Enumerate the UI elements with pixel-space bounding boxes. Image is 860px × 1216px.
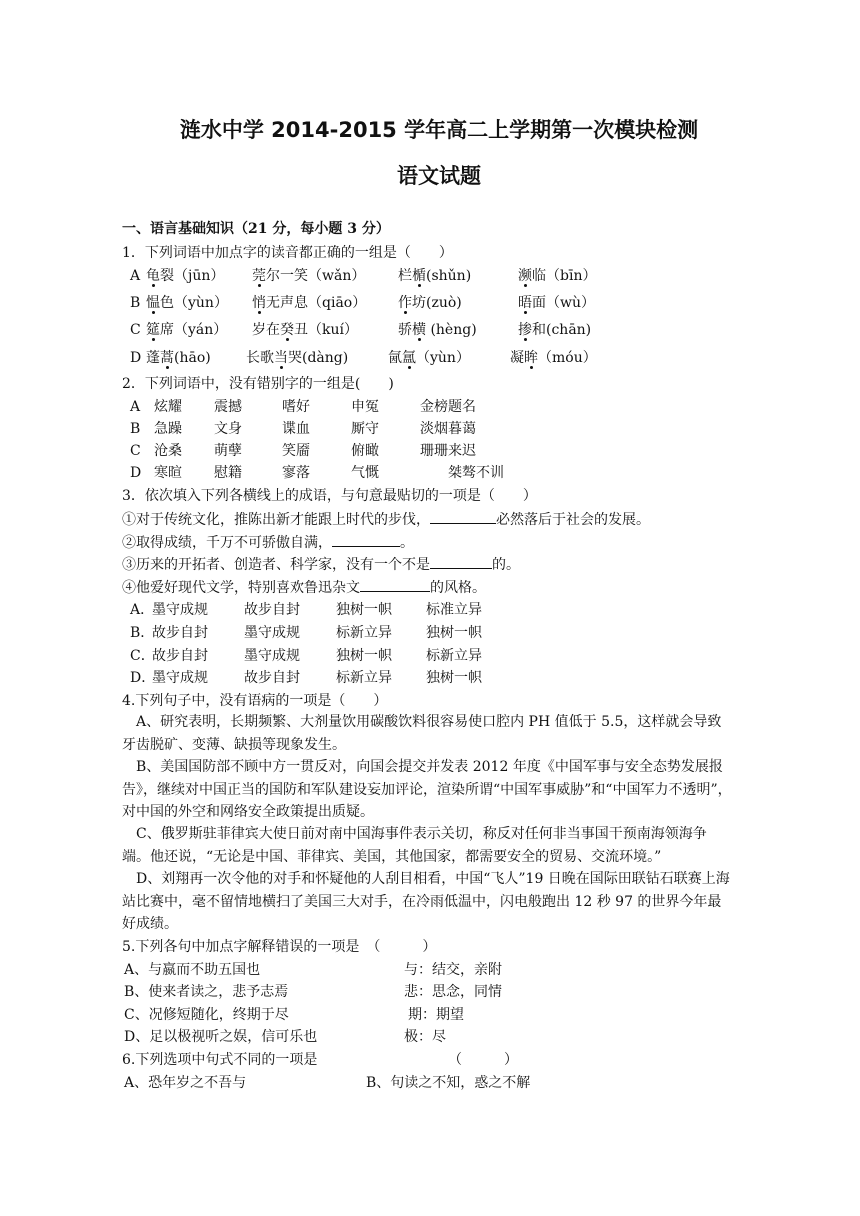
q3-option-idiom: 标准立异 (426, 602, 482, 618)
q2-option-word: 珊珊来迟 (420, 443, 476, 459)
q2-option-word: 萌孽 (214, 443, 242, 459)
q2-option-word: 俯瞰 (351, 443, 379, 459)
q1-option-b-letter: B (130, 295, 141, 311)
q3-sentence-text: 。 (400, 535, 414, 551)
q2-option-word: 金榜题名 (420, 399, 476, 415)
q1-option-d-item: 凝眸（móu） (510, 350, 597, 366)
dotted-char: 悄 (252, 295, 266, 311)
q3-sentence (122, 577, 486, 598)
q3-stem: 3．依次填入下列各横线上的成语，与句意最贴切的一项是（ ） (122, 488, 537, 504)
q2-option-word: 谍血 (282, 421, 310, 437)
q1-option-b-item: 悄无声息（qiāo） (252, 295, 367, 311)
q2-options (130, 397, 730, 487)
q3-option-letter: C． (130, 648, 155, 664)
q5-option-gloss: 极：尽 (404, 1029, 446, 1045)
q3-option-idiom: 墨守成规 (152, 670, 208, 686)
q2-option-word: 桀骜不训 (448, 465, 504, 481)
q2-option-word: 嗜好 (282, 399, 310, 415)
q3-sentence-text: ③历来的开拓者、创造者、科学家，没有一个不是 (122, 557, 430, 573)
q6-option-a: A、恐年岁之不吾与 (124, 1075, 247, 1091)
dotted-char: 筵 (146, 322, 160, 338)
q3-option-letter: D． (130, 670, 156, 686)
dotted-char: 氲 (402, 350, 416, 366)
q1-option-a-item: 莞尔一笑（wǎn） (252, 268, 366, 284)
dotted-char: 横 (412, 322, 426, 338)
q3-sentence-text: 的。 (492, 557, 520, 573)
q6-answer-paren: （ ） (448, 1052, 518, 1068)
q3-option-idiom: 故步自封 (244, 670, 300, 686)
q2-option-letter: D (130, 465, 142, 481)
q3-option-idiom: 标新立异 (426, 648, 482, 664)
q3-option-idiom: 标新立异 (336, 625, 392, 641)
q5-option-gloss: 期：期望 (408, 1007, 464, 1023)
q3-option-idiom: 独树一帜 (426, 625, 482, 641)
q1-option-a-item: 栏楯(shǔn) (398, 268, 472, 284)
q2-option-word: 厮守 (351, 421, 379, 437)
q6-stem: 6.下列选项中句式不同的一项是 (122, 1052, 318, 1068)
q3-sentence (122, 554, 520, 575)
q5-option-sentence (124, 960, 260, 980)
q3-option-letter: B． (130, 625, 155, 641)
q1-option-d-item: 长歌当哭(dàng) (246, 350, 349, 366)
q1-option-b-item: 作坊(zuò) (398, 295, 462, 311)
q5-stem: 5.下列各句中加点字解释错误的一项是 （ ） (122, 939, 437, 955)
dotted-char: 龟 (146, 268, 160, 284)
q2-option-word: 寒暄 (154, 465, 182, 481)
q4-option-c: C、俄罗斯驻菲律宾大使日前对南中国海事件表示关切，称反对任何非当事国干预南海领海争端。他还说，“无论是中国、菲律宾、美国，其他国家，都需要安全的贸易、交流环境。” (122, 826, 707, 865)
q4-option-a: A、研究表明，长期频繁、大剂量饮用碳酸饮料很容易使口腔内 PH 值低于 5.5，这样就会导致牙齿脱矿、变薄、缺损等现象发生。 (122, 714, 722, 753)
q1-option-b-item: 愠色（yùn） (146, 295, 228, 311)
q2-option-letter: C (130, 443, 141, 459)
q3-blank (332, 532, 400, 547)
q6-option-b: B、句读之不知，惑之不解 (366, 1075, 531, 1091)
q1-option-c-item: 筵席（yán） (146, 322, 228, 338)
dotted-char: 楯 (412, 268, 426, 284)
q3-sentence (122, 532, 414, 553)
q2-option-word: 文身 (214, 421, 242, 437)
q3-option-idiom: 故步自封 (152, 625, 208, 641)
q1-option-a-letter: A (130, 268, 141, 284)
q2-option-word: 沧桑 (154, 443, 182, 459)
q1-option-c-item: 岁在癸丑（kuí） (252, 322, 358, 338)
q1-option-c-letter: C (130, 322, 141, 338)
dotted-char: 蒿 (160, 350, 174, 366)
q5-option-sentence-text: A、与嬴而不助五国也 (124, 962, 261, 978)
dotted-char: 癸 (280, 322, 294, 338)
q3-sentence-text: ②取得成绩，千万不可骄傲自满， (122, 535, 332, 551)
q3-blank (430, 554, 492, 569)
dotted-char: 愠 (146, 295, 160, 311)
q3-option-idiom: 墨守成规 (244, 625, 300, 641)
exam-title: 涟水中学 2014-2015 学年高二上学期第一次模块检测 (179, 118, 699, 142)
dotted-char: 作 (398, 295, 412, 311)
q1-option-d-letter: D (130, 350, 142, 366)
q5-options (124, 960, 724, 1052)
dotted-char: 莞 (252, 268, 266, 284)
dotted-char: 濒 (518, 268, 532, 284)
q3-blank (360, 577, 430, 592)
q5-option-sentence: B、使来者读之，悲予志焉 (124, 984, 289, 1000)
q1-option-a-item: 龟裂（jūn） (146, 268, 225, 284)
dotted-char: 眸 (524, 350, 538, 366)
q4-stem: 4.下列句子中，没有语病的一项是（ ） (122, 693, 388, 709)
q2-stem: 2．下列词语中，没有错别字的一组是( ) (122, 376, 394, 392)
q2-option-word: 淡烟暮蔼 (420, 421, 476, 437)
q3-option-idiom: 故步自封 (152, 648, 208, 664)
q2-option-word: 震撼 (214, 399, 242, 415)
q3-sentence-text: 必然落后于社会的发展。 (496, 512, 650, 528)
exam-subtitle: 语文试题 (397, 164, 481, 188)
q5-option-gloss: 悲：思念，同情 (404, 984, 502, 1000)
q3-option-idiom: 墨守成规 (244, 648, 300, 664)
q1-option-a-item: 濒临（bīn） (518, 268, 597, 284)
q2-option-word: 笑靥 (282, 443, 310, 459)
q3-sentence-text: ④他爱好现代文学，特别喜欢鲁迅杂文 (122, 580, 360, 596)
q3-option-idiom: 故步自封 (244, 602, 300, 618)
q1-stem: 1．下列词语中加点字的读音都正确的一组是（ ） (122, 245, 453, 261)
q3-sentence-text: 的风格。 (430, 580, 486, 596)
dotted-char: 当 (274, 350, 288, 366)
q3-option-idiom: 墨守成规 (152, 602, 208, 618)
q2-option-letter: A (130, 399, 141, 415)
q4-option-b: B、美国国防部不顾中方一贯反对，向国会提交并发表 2012 年度《中国军事与安全态势发展报告》，继续对中国正当的国防和军队建设妄加评论，渲染所谓“中国军事威胁”和“中国军力不透明”，对中国的外空和网络安全政策提出质疑。 (122, 759, 732, 820)
q1-option-d-item: 氤氲（yùn） (388, 350, 470, 366)
q5-option-sentence: D、足以极视听之娱，信可乐也 (124, 1029, 318, 1045)
dotted-char: 晤 (518, 295, 532, 311)
q2-option-word: 慰籍 (214, 465, 242, 481)
q3-blank (430, 509, 496, 524)
q2-option-word: 炫耀 (154, 399, 182, 415)
q2-option-word: 气慨 (351, 465, 379, 481)
q3-option-idiom: 独树一帜 (426, 670, 482, 686)
q3-option-idiom: 独树一帜 (336, 648, 392, 664)
q1-options (130, 266, 730, 376)
q1-option-c-item: 掺和(chān) (518, 322, 592, 338)
q3-sentence (122, 509, 650, 530)
q2-option-word: 申冤 (351, 399, 379, 415)
q3-sentence-text: ①对于传统文化，推陈出新才能跟上时代的步伐， (122, 512, 430, 528)
q3-option-letter: A． (130, 602, 155, 618)
q5-option-sentence: C、况修短随化，终期于尽 (124, 1007, 289, 1023)
q2-option-letter: B (130, 421, 141, 437)
q3-option-idiom: 标新立异 (336, 670, 392, 686)
q3-options (130, 600, 730, 690)
q1-option-b-item: 晤面（wù） (518, 295, 595, 311)
q2-option-word: 寥落 (282, 465, 310, 481)
q2-option-word: 急躁 (154, 421, 182, 437)
q3-option-idiom: 独树一帜 (336, 602, 392, 618)
dotted-char: 掺 (518, 322, 532, 338)
q1-option-c-item: 骄横 (hèng) (398, 322, 477, 338)
q5-option-gloss: 与：结交，亲附 (404, 962, 502, 978)
q1-option-d-item: 蓬蒿(hāo) (146, 350, 211, 366)
q4-option-d: D、刘翔再一次令他的对手和怀疑他的人刮目相看，中国“飞人”19 日晚在国际田联钻石联赛上海站比赛中，毫不留情地横扫了美国三大对手，在冷雨低温中，闪电般跑出 12 秒 97 的世界今年最好成绩。 (122, 871, 730, 932)
section-heading: 一、语言基础知识（21 分，每小题 3 分） (122, 221, 390, 237)
